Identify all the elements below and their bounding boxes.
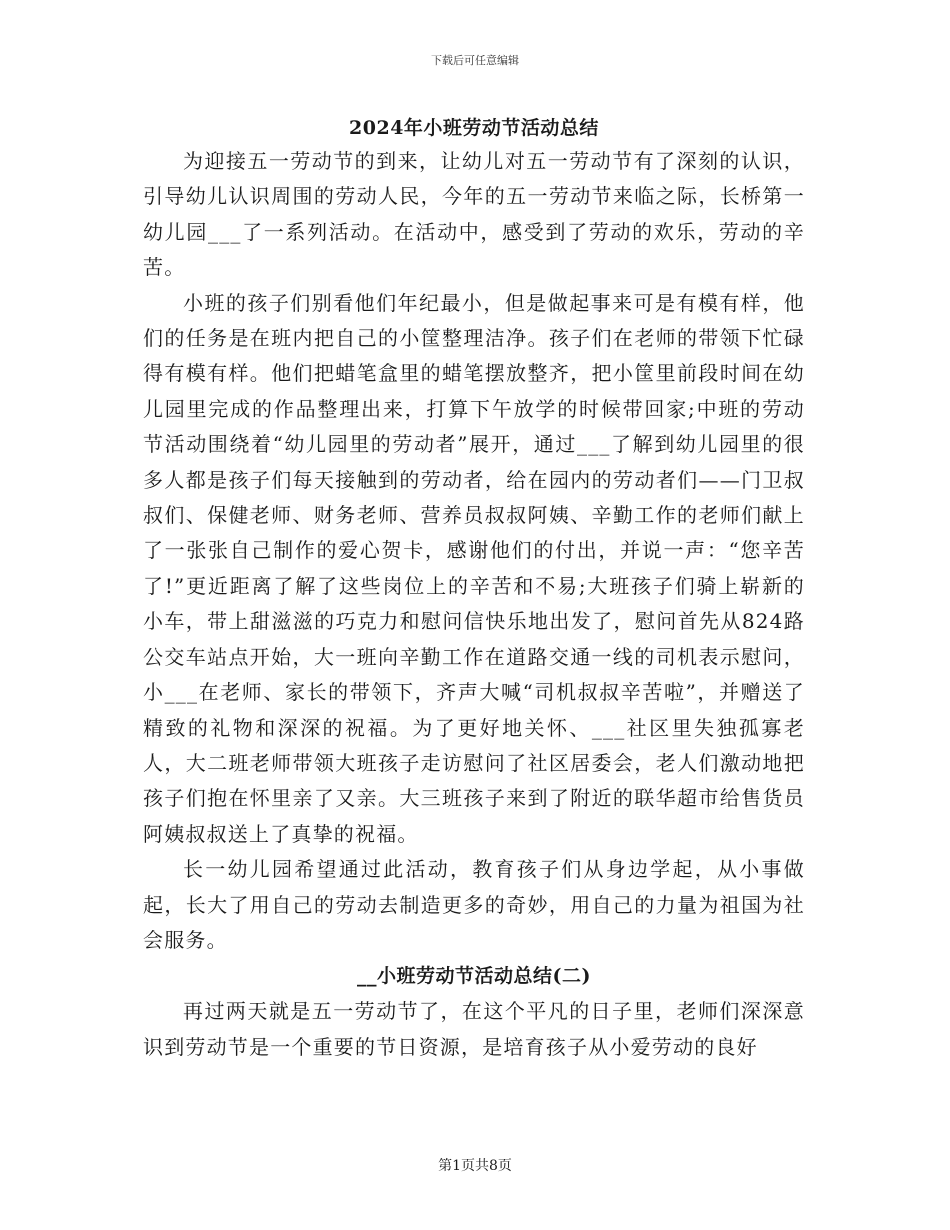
paragraph-activities: 小班的孩子们别看他们年纪最小，但是做起事来可是有模有样，他们的任务是在班内把自己的小筐整理洁净。孩子们在老师的带领下忙碌得有模有样。他们把蜡笔盒里的蜡笔摆放整齐，把小筐里前段时间在幼儿园里完成的作品整理出来，打算下午放学的时候带回家;中班的劳动节活动围绕着“幼儿园里的劳动者”展开，通过___了解到幼儿园里的很多人都是孩子们每天接触到的劳动者，给在园内的劳动者们——门卫叔叔们、保健老师、财务老师、营养员叔叔阿姨、辛勤工作的老师们献上了一张张自己制作的爱心贺卡，感谢他们的付出，并说一声：“您辛苦了!”更近距离了解了这些岗位上的辛苦和不易;大班孩子们骑上崭新的小车，带上甜滋滋的巧克力和慰问信快乐地出发了，慰问首先从824路公交车站点开始，大一班向辛勤工作在道路交通一线的司机表示慰问，小___在老师、家长的带领下，齐声大喊“司机叔叔辛苦啦”，并赠送了精致的礼物和深深的祝福。为了更好地关怀、___社区里失独孤寡老人，大二班老师带领大班孩子走访慰问了社区居委会，老人们激动地把孩子们抱在怀里亲了又亲。大三班孩子来到了附近的联华超市给售货员阿姨叔叔送上了真挚的祝福。 [143,290,805,846]
page-number: 第1页共8页 [438,1158,512,1174]
document-title: 2024年小班劳动节活动总结 [349,117,599,139]
page-header-note: 下载后可任意编辑 [431,54,519,67]
paragraph-conclusion: 长一幼儿园希望通过此活动，教育孩子们从身边学起，从小事做起，长大了用自己的劳动去制造更多的奇妙，用自己的力量为祖国为社会服务。 [143,857,805,952]
section-title-two: __小班劳动节活动总结(二) [357,965,591,988]
document-body [143,112,805,1065]
paragraph-section-two-intro: 再过两天就是五一劳动节了，在这个平凡的日子里，老师们深深意识到劳动节是一个重要的节日资源，是培育孩子从小爱劳动的良好 [143,999,805,1059]
paragraph-intro: 为迎接五一劳动节的到来，让幼儿对五一劳动节有了深刻的认识，引导幼儿认识周围的劳动人民，今年的五一劳动节来临之际，长桥第一幼儿园___了一系列活动。在活动中，感受到了劳动的欢乐，劳动的辛苦。 [143,149,805,280]
